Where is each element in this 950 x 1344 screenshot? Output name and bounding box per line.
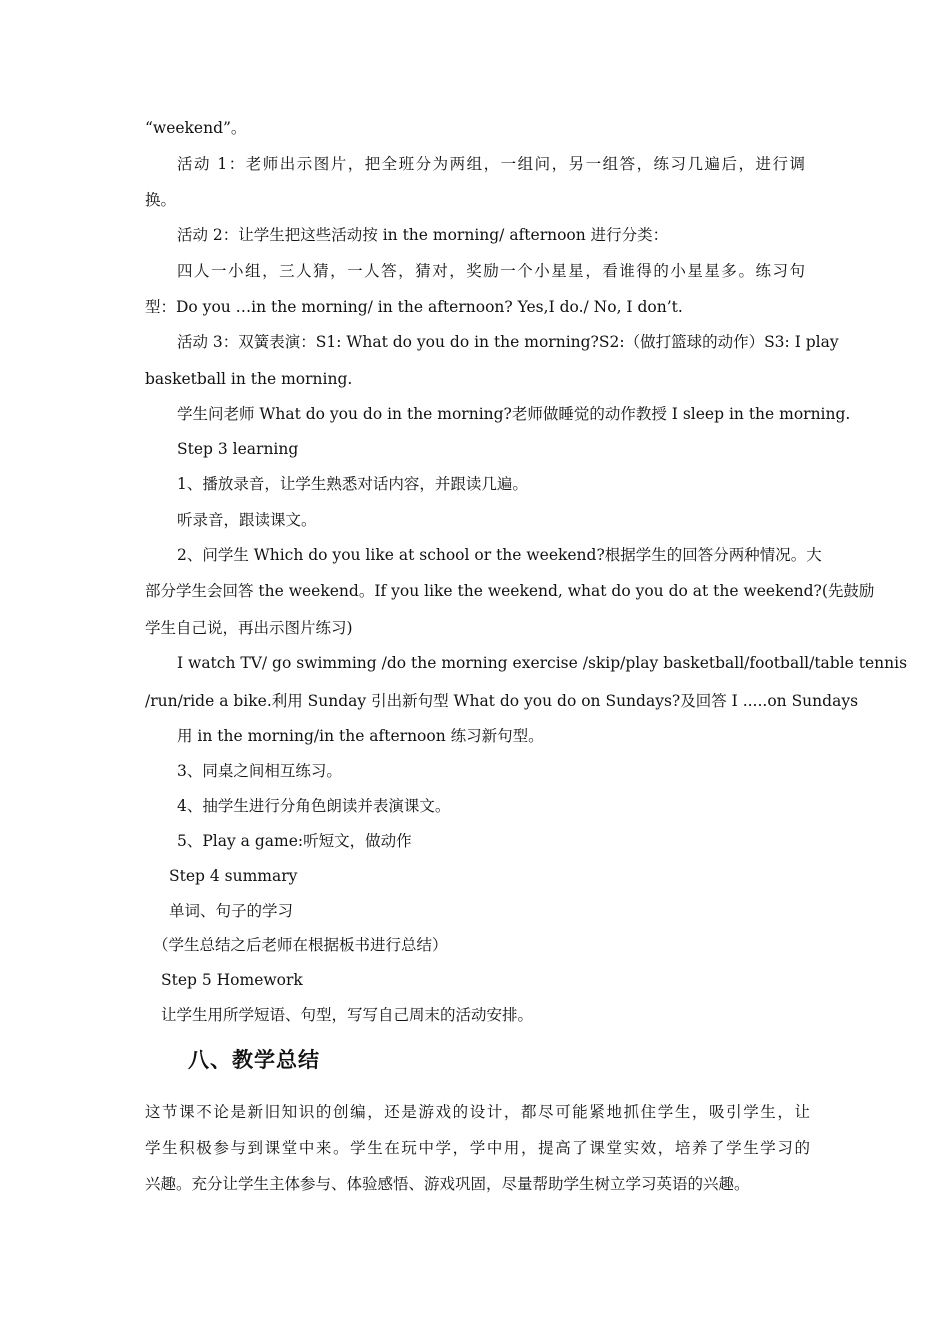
text-line: 4、抽学生进行分角色朗读并表演课文。 [177,797,451,815]
text-line: 部分学生会回答 the weekend。If you like the weekend, what do you do at the weekend?(先鼓励 [145,582,875,600]
text-line: 活动 2：让学生把这些活动按 in the morning/ afternoon 进行分类： [177,226,669,244]
text-line: 活动 1：老师出示图片，把全班分为两组，一组问，另一组答，练习几遍后，进行调 [177,155,805,173]
text-line: 换。 [145,191,177,209]
text-line: I watch TV/ go swimming /do the morning exercise /skip/play basketball/football/table tennis [177,654,908,672]
text-line: 5、Play a game:听短文，做动作 [177,832,412,850]
text-line: 2、问学生 Which do you like at school or the weekend?根据学生的回答分两种情况。大 [177,546,822,564]
section-heading: 八、教学总结 [188,1048,320,1072]
text-line: 学生自己说，再出示图片练习) [145,619,353,637]
text-line: 四人一小组，三人猜，一人答，猜对，奖励一个小星星，看谁得的小星星多。练习句 [177,262,805,280]
step-heading: Step 4 summary [169,867,298,885]
text-line: 学生问老师 What do you do in the morning?老师做睡觉的动作教授 I sleep in the morning. [177,405,851,423]
text-line: 用 in the morning/in the afternoon 练习新句型。 [177,727,544,745]
text-line: 1、播放录音，让学生熟悉对话内容，并跟读几遍。 [177,475,528,493]
step-heading: Step 3 learning [177,440,299,458]
text-line: 型：Do you …in the morning/ in the afternoon? Yes,I do./ No, I don’t. [145,298,683,316]
summary-paragraph-line: 学生积极参与到课堂中来。学生在玩中学，学中用，提高了课堂实效，培养了学生学习的 [145,1139,810,1157]
text-line: basketball in the morning. [145,370,353,388]
text-line: 听录音，跟读课文。 [177,511,317,529]
text-line: 3、同桌之间相互练习。 [177,762,342,780]
summary-paragraph-line: 这节课不论是新旧知识的创编，还是游戏的设计，都尽可能紧地抓住学生，吸引学生，让 [145,1103,810,1121]
text-line: （学生总结之后老师在根据板书进行总结） [153,936,448,954]
text-line: “weekend”。 [145,119,247,137]
text-line: 让学生用所学短语、句型，写写自己周末的活动安排。 [161,1006,534,1024]
step-heading: Step 5 Homework [161,971,303,989]
summary-paragraph-line: 兴趣。充分让学生主体参与、体验感悟、游戏巩固，尽量帮助学生树立学习英语的兴趣。 [145,1175,750,1193]
text-line: /run/ride a bike.利用 Sunday 引出新句型 What do you do on Sundays?及回答 I .....on Sundays [145,692,859,710]
text-line: 单词、句子的学习 [169,902,294,920]
text-line: 活动 3：双簧表演：S1: What do you do in the morning?S2:（做打篮球的动作）S3: I play [177,333,839,351]
